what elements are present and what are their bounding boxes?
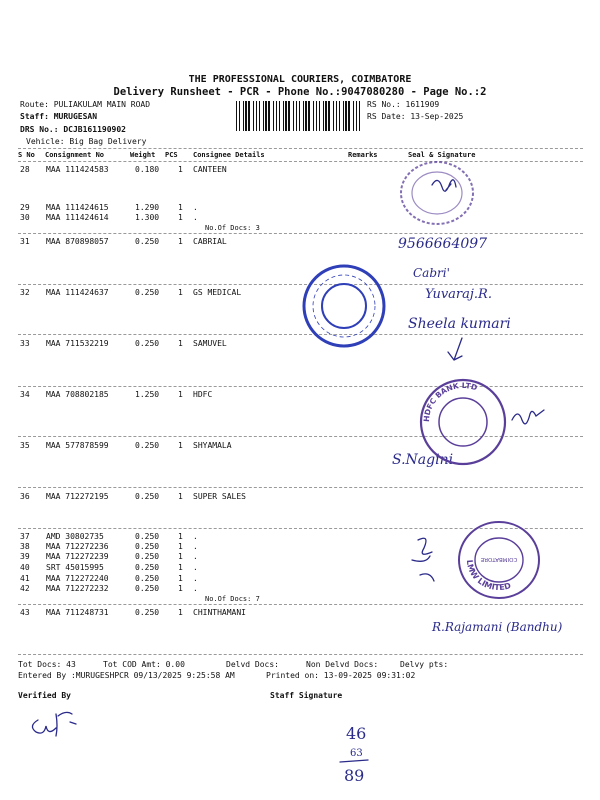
row-consignee: . bbox=[193, 552, 198, 561]
col-pcs: PCS bbox=[165, 151, 178, 159]
row-consignee: . bbox=[193, 532, 198, 541]
entered-by: Entered By :MURUGESHPCR 09/13/2025 9:25:58 AM bbox=[18, 671, 235, 680]
row-weight: 0.250 bbox=[135, 552, 160, 561]
row-sno: 37 bbox=[20, 532, 30, 541]
rs-number: RS No.: 1611909 bbox=[367, 100, 440, 109]
tally-top: 46 bbox=[346, 724, 367, 743]
handwritten-phone: 9566664097 bbox=[398, 236, 488, 252]
lmw-stamp-inner: COIMBATORE bbox=[480, 556, 518, 562]
row-consignment: MAA 870898057 bbox=[46, 237, 109, 246]
handwritten-shyamala-signature: S.Nagini bbox=[392, 452, 454, 468]
row-pcs: 1 bbox=[178, 339, 183, 348]
delivery-points: Delvy pts: bbox=[400, 660, 449, 669]
row-weight: 0.250 bbox=[135, 608, 160, 617]
handwritten-cabri: Cabri' bbox=[413, 266, 450, 280]
total-cod: Tot COD Amt: 0.00 bbox=[103, 660, 185, 669]
row-weight: 0.250 bbox=[135, 441, 160, 450]
row-sno: 35 bbox=[20, 441, 30, 450]
row-sno: 28 bbox=[20, 165, 30, 174]
col-seal: Seal & Signature bbox=[408, 151, 476, 159]
row-weight: 0.250 bbox=[135, 339, 160, 348]
row-consignment: MAA 712272239 bbox=[46, 552, 109, 561]
row-pcs: 1 bbox=[178, 542, 183, 551]
company-title: THE PROFESSIONAL COURIERS, COIMBATORE bbox=[188, 74, 412, 85]
gs-medical-stamp bbox=[298, 262, 390, 350]
row-weight: 1.250 bbox=[135, 390, 160, 399]
row-sno: 40 bbox=[20, 563, 30, 572]
route: Route: PULIAKULAM MAIN ROAD bbox=[20, 100, 151, 109]
row-consignee: . bbox=[193, 203, 198, 212]
delivered-docs: Delvd Docs: bbox=[226, 660, 279, 669]
row-pcs: 1 bbox=[178, 532, 183, 541]
row-consignment: MAA 111424614 bbox=[46, 213, 109, 222]
row-sno: 33 bbox=[20, 339, 30, 348]
non-delivered-docs: Non Delvd Docs: bbox=[306, 660, 379, 669]
row-pcs: 1 bbox=[178, 390, 183, 399]
row-consignee: CANTEEN bbox=[193, 165, 227, 174]
row-sno: 31 bbox=[20, 237, 30, 246]
rs-date: RS Date: 13-Sep-2025 bbox=[367, 112, 464, 121]
row-sno: 43 bbox=[20, 608, 30, 617]
row-weight: 1.300 bbox=[135, 213, 160, 222]
lmw-signature bbox=[412, 538, 434, 581]
row-consignment: MAA 711532219 bbox=[46, 339, 109, 348]
row-consignee: GS MEDICAL bbox=[193, 288, 242, 297]
row-consignee: . bbox=[193, 584, 198, 593]
runsheet-subtitle: Delivery Runsheet - PCR - Phone No.:9047080280 - Page No.:2 bbox=[113, 86, 487, 98]
row-sno: 41 bbox=[20, 574, 30, 583]
row-sno: 42 bbox=[20, 584, 30, 593]
handwritten-sheela: Sheela kumari bbox=[408, 316, 511, 332]
row-weight: 0.250 bbox=[135, 237, 160, 246]
row-consignment: MAA 712272232 bbox=[46, 584, 109, 593]
col-weight: Weight bbox=[130, 151, 156, 159]
col-consignment: Consignment No bbox=[45, 151, 105, 159]
row-pcs: 1 bbox=[178, 492, 183, 501]
canteen-stamp bbox=[395, 156, 480, 231]
row-sno: 29 bbox=[20, 203, 30, 212]
row-weight: 0.250 bbox=[135, 532, 160, 541]
row-sno: 34 bbox=[20, 390, 30, 399]
lmw-stamp-text: LMW LIMITED bbox=[464, 559, 512, 593]
row-consignment: MAA 111424615 bbox=[46, 203, 109, 212]
row-consignment: MAA 111424583 bbox=[46, 165, 109, 174]
staff-signature-label: Staff Signature bbox=[270, 691, 343, 700]
hdfc-stamp bbox=[417, 376, 509, 468]
total-docs: Tot Docs: 43 bbox=[18, 660, 76, 669]
row-weight: 0.250 bbox=[135, 584, 160, 593]
row-consignee: SHYAMALA bbox=[193, 441, 232, 450]
printed-on: Printed on: 13-09-2025 09:31:02 bbox=[266, 671, 416, 680]
col-sno: S No bbox=[18, 151, 35, 159]
group-doc-count: No.Of Docs: 3 bbox=[205, 224, 260, 232]
row-consignee: SUPER SALES bbox=[193, 492, 246, 501]
col-remarks: Remarks bbox=[348, 151, 378, 159]
row-pcs: 1 bbox=[178, 165, 183, 174]
row-consignment: MAA 708802185 bbox=[46, 390, 109, 399]
drs-number: DRS No.: DCJB161190902 bbox=[20, 125, 126, 134]
row-pcs: 1 bbox=[178, 203, 183, 212]
row-pcs: 1 bbox=[178, 288, 183, 297]
row-sno: 32 bbox=[20, 288, 30, 297]
row-pcs: 1 bbox=[178, 552, 183, 561]
row-consignee: . bbox=[193, 563, 198, 572]
group-doc-count: No.Of Docs: 7 bbox=[205, 595, 260, 603]
tally-underline bbox=[340, 760, 368, 762]
handwritten-yuvaraj: Yuvaraj.R. bbox=[425, 287, 492, 302]
row-consignment: MAA 712272195 bbox=[46, 492, 109, 501]
row-pcs: 1 bbox=[178, 584, 183, 593]
row-weight: 1.290 bbox=[135, 203, 160, 212]
row-pcs: 1 bbox=[178, 574, 183, 583]
row-weight: 0.250 bbox=[135, 574, 160, 583]
hdfc-stamp-text: HDFC BANK LTD bbox=[421, 380, 479, 423]
row-consignment: MAA 711248731 bbox=[46, 608, 109, 617]
vehicle: Vehicle: Big Bag Delivery bbox=[26, 137, 147, 146]
row-sno: 36 bbox=[20, 492, 30, 501]
col-consignee: Consignee Details bbox=[193, 151, 265, 159]
row-pcs: 1 bbox=[178, 237, 183, 246]
row-consignment: MAA 111424637 bbox=[46, 288, 109, 297]
row-consignee: CABRIAL bbox=[193, 237, 227, 246]
hdfc-signature bbox=[512, 410, 544, 424]
row-weight: 0.250 bbox=[135, 542, 160, 551]
verifier-signature bbox=[32, 712, 76, 736]
row-weight: 0.180 bbox=[135, 165, 160, 174]
handwritten-chinthamani: R.Rajamani (Bandhu) bbox=[432, 620, 563, 634]
row-consignee: SAMUVEL bbox=[193, 339, 227, 348]
arrow-icon bbox=[448, 338, 462, 360]
row-consignment: AMD 30802735 bbox=[46, 532, 104, 541]
lmw-stamp bbox=[456, 518, 542, 602]
row-consignee: CHINTHAMANI bbox=[193, 608, 246, 617]
row-consignee: . bbox=[193, 542, 198, 551]
row-sno: 39 bbox=[20, 552, 30, 561]
row-pcs: 1 bbox=[178, 213, 183, 222]
tally-mid: 63 bbox=[350, 748, 363, 759]
row-sno: 38 bbox=[20, 542, 30, 551]
row-consignment: MAA 712272236 bbox=[46, 542, 109, 551]
row-consignee: . bbox=[193, 213, 198, 222]
row-consignment: SRT 45015995 bbox=[46, 563, 104, 572]
staff: Staff: MURUGESAN bbox=[20, 112, 98, 121]
row-sno: 30 bbox=[20, 213, 30, 222]
row-pcs: 1 bbox=[178, 563, 183, 572]
row-weight: 0.250 bbox=[135, 492, 160, 501]
verified-by-label: Verified By bbox=[18, 691, 71, 700]
row-pcs: 1 bbox=[178, 441, 183, 450]
tally-bottom: 89 bbox=[344, 766, 365, 785]
row-consignee: HDFC bbox=[193, 390, 213, 399]
row-pcs: 1 bbox=[178, 608, 183, 617]
row-consignment: MAA 577878599 bbox=[46, 441, 109, 450]
row-consignee: . bbox=[193, 574, 198, 583]
row-weight: 0.250 bbox=[135, 563, 160, 572]
row-weight: 0.250 bbox=[135, 288, 160, 297]
row-consignment: MAA 712272240 bbox=[46, 574, 109, 583]
